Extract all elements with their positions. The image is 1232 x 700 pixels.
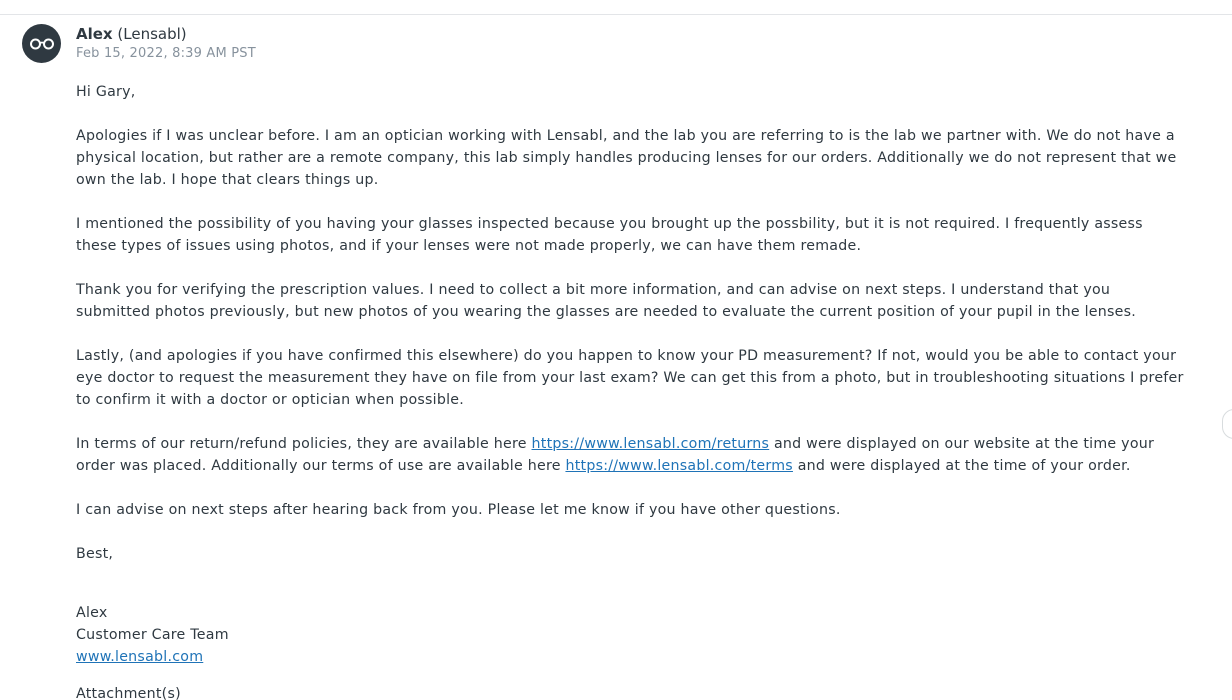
paragraph: I can advise on next steps after hearing back from you. Please let me know if you have other questions. <box>76 502 841 518</box>
policies-text: and were displayed on our website at the time your order was placed. Additionally our terms of use are available here <box>76 436 1155 474</box>
signature-name: Alex <box>76 605 108 621</box>
website-link[interactable]: www.lensabl.com <box>76 649 204 665</box>
side-panel-toggle[interactable] <box>1222 409 1232 439</box>
sender-org: (Lensabl) <box>117 25 187 43</box>
top-divider <box>0 14 1232 15</box>
avatar <box>22 24 61 63</box>
eyeglasses-icon <box>29 38 55 50</box>
message-header <box>76 24 256 63</box>
message-body <box>76 81 1188 700</box>
paragraph: I mentioned the possibility of you having your glasses inspected because you brought up the possbility, but it is not required. I frequently assess these types of issues using photos, and if your lenses were not made properly, we can have them remade. <box>76 216 1143 254</box>
closing: Best, <box>76 546 114 562</box>
message-timestamp[interactable]: Feb 15, 2022, 8:39 AM PST <box>76 46 256 61</box>
paragraph: Thank you for verifying the prescription values. I need to collect a bit more information, and can advise on next steps. I understand that you submitted photos previously, but new photos of you wearing the glasses are needed to evaluate the current position of your pupil in the lenses. <box>76 282 1137 320</box>
paragraph: Apologies if I was unclear before. I am an optician working with Lensabl, and the lab you are referring to is the lab we partner with. We do not have a physical location, but rather are a remote company, this lab simply handles producing lenses for our orders. Additionally we do not represent that we own the lab. I hope that clears things up. <box>76 128 1177 188</box>
returns-link[interactable]: https://www.lensabl.com/returns <box>531 436 770 452</box>
terms-link[interactable]: https://www.lensabl.com/terms <box>565 458 793 474</box>
paragraph-policies <box>76 433 1188 477</box>
greeting: Hi Gary, <box>76 84 136 100</box>
paragraph: Lastly, (and apologies if you have confirmed this elsewhere) do you happen to know your PD measurement? If not, would you be able to contact your eye doctor to request the measurement they have on file from your last exam? We can get this from a photo, but in troubleshooting situations I prefer to confirm it with a doctor or optician when possible. <box>76 348 1184 408</box>
signature <box>76 602 1188 668</box>
policies-text: and were displayed at the time of your order. <box>792 458 1131 474</box>
attachments-label: Attachment(s) <box>76 686 181 700</box>
policies-text: In terms of our return/refund policies, they are available here <box>76 436 532 452</box>
sender <box>76 24 256 44</box>
signature-team: Customer Care Team <box>76 627 229 643</box>
signature-spacer <box>76 587 1188 602</box>
sender-name: Alex <box>76 25 113 43</box>
